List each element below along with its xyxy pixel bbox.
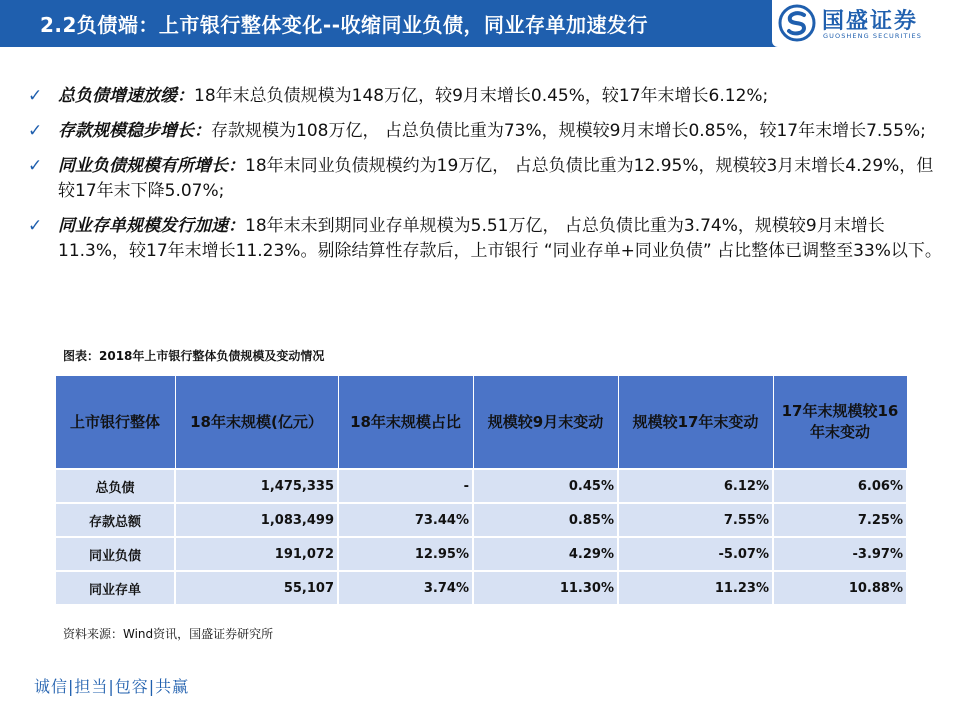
- table-cell: -3.97%: [773, 537, 907, 571]
- table-cell: 11.23%: [618, 571, 773, 605]
- table-cell: -5.07%: [618, 537, 773, 571]
- bullet-text: 存款规模为108万亿， 占总负债比重为73%，规模较9月末增长0.85%，较17年末增长7.55%;: [211, 121, 926, 141]
- check-icon: ✓: [28, 156, 43, 176]
- liability-table: [54, 375, 908, 606]
- table-cell: 73.44%: [338, 503, 473, 537]
- table-cell: 4.29%: [473, 537, 618, 571]
- table-cell: 12.95%: [338, 537, 473, 571]
- source-note: 资料来源：Wind资讯，国盛证券研究所: [63, 627, 274, 641]
- table-row: [55, 469, 907, 503]
- bullet-item: [28, 154, 943, 204]
- footer-slogan: 诚信|担当|包容|共赢: [34, 677, 190, 696]
- logo-s-icon: [778, 4, 816, 42]
- row-label: 存款总额: [55, 503, 175, 537]
- table-cell: -: [338, 469, 473, 503]
- row-label: 同业负债: [55, 537, 175, 571]
- column-header: 规模较9月末变动: [473, 376, 618, 470]
- column-header: 18年末规模占比: [338, 376, 473, 470]
- table-cell: 3.74%: [338, 571, 473, 605]
- table-cell: 0.45%: [473, 469, 618, 503]
- bullet-lead: 同业负债规模有所增长：: [58, 156, 245, 176]
- bullet-item: [28, 119, 943, 144]
- logo-text-cn: 国盛证券: [822, 9, 919, 34]
- bullet-text: 18年末未到期同业存单规模为5.51万亿， 占总负债比重为3.74%，规模较9月末增长11.3%，较17年末增长11.23%。剔除结算性存款后，上市银行 “同业存单+同业负债” 占比整体已调整至33%以下。: [58, 216, 942, 261]
- table-cell: 6.12%: [618, 469, 773, 503]
- table-caption: 图表：2018年上市银行整体负债规模及变动情况: [63, 349, 325, 363]
- logo-text-en: GUOSHENG SECURITIES: [823, 32, 922, 40]
- table-row: [55, 537, 907, 571]
- table-cell: 0.85%: [473, 503, 618, 537]
- table-header-row: [55, 376, 907, 470]
- column-header: 规模较17年末变动: [618, 376, 773, 470]
- table-cell: 7.25%: [773, 503, 907, 537]
- column-header: 17年末规模较16年末变动: [773, 376, 907, 470]
- check-icon: ✓: [28, 121, 43, 141]
- table-cell: 191,072: [175, 537, 338, 571]
- bullet-lead: 同业存单规模发行加速：: [58, 216, 245, 236]
- row-label: 同业存单: [55, 571, 175, 605]
- bullet-item: [28, 214, 943, 264]
- table-cell: 10.88%: [773, 571, 907, 605]
- row-label: 总负债: [55, 469, 175, 503]
- check-icon: ✓: [28, 86, 43, 106]
- bullet-text: 18年末总负债规模为148万亿，较9月末增长0.45%，较17年末增长6.12%;: [194, 86, 769, 106]
- company-logo: [772, 0, 960, 47]
- page-title: 2.2负债端：上市银行整体变化--收缩同业负债，同业存单加速发行: [40, 13, 649, 37]
- table-cell: 1,475,335: [175, 469, 338, 503]
- column-header: 18年末规模(亿元）: [175, 376, 338, 470]
- table-cell: 55,107: [175, 571, 338, 605]
- table-row: [55, 571, 907, 605]
- table-cell: 1,083,499: [175, 503, 338, 537]
- table-cell: 6.06%: [773, 469, 907, 503]
- table-cell: 7.55%: [618, 503, 773, 537]
- table-row: [55, 503, 907, 537]
- bullet-lead: 总负债增速放缓：: [58, 86, 194, 106]
- bullet-list: [28, 84, 943, 274]
- bullet-lead: 存款规模稳步增长：: [58, 121, 211, 141]
- table-cell: 11.30%: [473, 571, 618, 605]
- bullet-item: [28, 84, 943, 109]
- bullet-text: 18年末同业负债规模约为19万亿， 占总负债比重为12.95%，规模较3月末增长4.29%，但较17年末下降5.07%;: [58, 156, 934, 201]
- column-header: 上市银行整体: [55, 376, 175, 470]
- header-bar: [0, 0, 960, 47]
- check-icon: ✓: [28, 216, 43, 236]
